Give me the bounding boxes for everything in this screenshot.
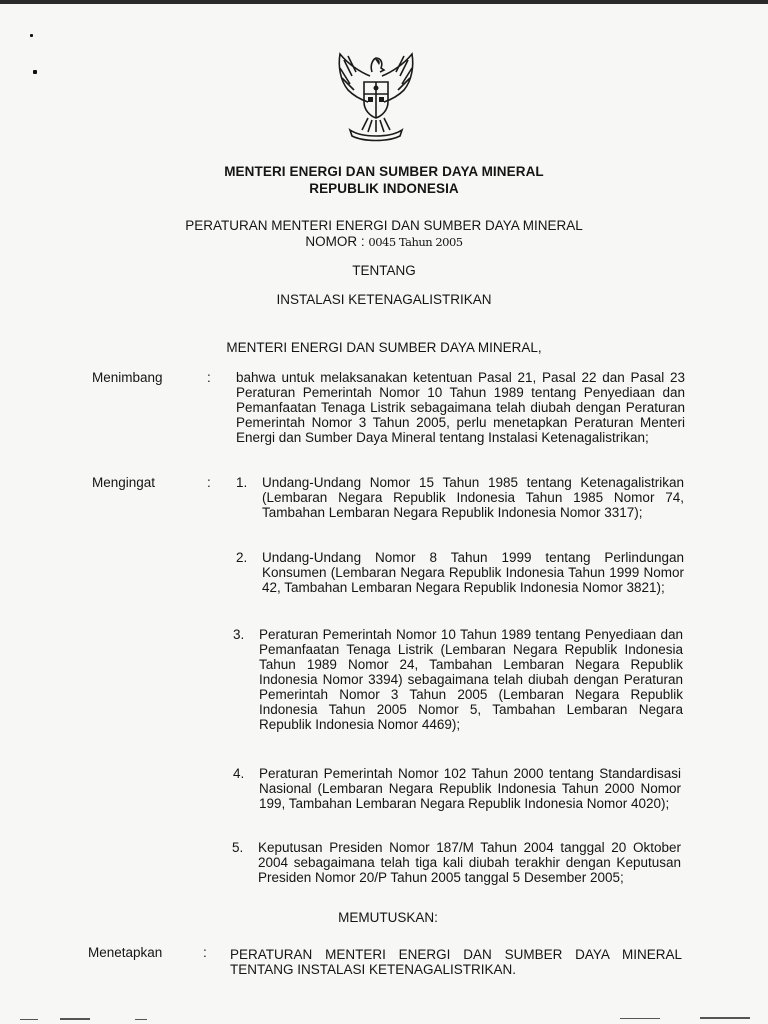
tentang-heading: TENTANG bbox=[352, 263, 416, 278]
menetapkan-label: Menetapkan bbox=[88, 945, 163, 960]
minister-heading: MENTERI ENERGI DAN SUMBER DAYA MINERAL, bbox=[226, 340, 542, 355]
mengingat-colon: : bbox=[207, 475, 211, 490]
mengingat-item-text: Peraturan Pemerintah Nomor 102 Tahun 2000 tentang Standardisasi Nasional (Lembaran Negara Republik Indonesia Tahun 2000 Nomor 199, Tambahan Lembaran Negara Republik Indonesia Nomor 4020); bbox=[259, 766, 681, 811]
menetapkan-text: PERATURAN MENTERI ENERGI DAN SUMBER DAYA MINERAL TENTANG INSTALASI KETENAGALISTRIKAN. bbox=[230, 947, 682, 977]
mengingat-item-text: Peraturan Pemerintah Nomor 10 Tahun 1989 tentang Penyediaan dan Pemanfaatan Tenaga Listrik (Lembaran Negara Republik Indonesia Tahun 1989 Nomor 24, Tambahan Lembaran Negara Republik Indonesia Nomor 3394) sebagaimana telah diubah dengan Peraturan Pemerintah Nomor 3 Tahun 2005 (Lembaran Negara Republik Indonesia Tahun 2005 Nomor 5, Tambahan Lembaran Negara Republik Indonesia Nomor 4469); bbox=[259, 627, 683, 732]
subject-heading: INSTALASI KETENAGALISTRIKAN bbox=[276, 292, 492, 307]
header-republic: REPUBLIK INDONESIA bbox=[309, 181, 459, 196]
mengingat-item-number: 3. bbox=[233, 627, 245, 642]
scan-speck bbox=[33, 70, 37, 74]
mengingat-item-number: 5. bbox=[232, 840, 244, 855]
regulation-number bbox=[0, 234, 768, 249]
scan-top-edge bbox=[0, 0, 768, 4]
menetapkan-colon: : bbox=[203, 945, 207, 960]
menimbang-label: Menimbang bbox=[92, 370, 163, 385]
scan-bottom-noise bbox=[0, 1012, 768, 1024]
mengingat-item-text: Undang-Undang Nomor 8 Tahun 1999 tentang Perlindungan Konsumen (Lembaran Negara Republik Indonesia Tahun 1999 Nomor 42, Tambahan Lembaran Negara Republik Indonesia Nomor 3821); bbox=[262, 550, 684, 595]
mengingat-item-text: Undang-Undang Nomor 15 Tahun 1985 tentang Ketenagalistrikan (Lembaran Negara Republik Indonesia Tahun 1985 Nomor 74, Tambahan Lembaran Negara Republik Indonesia Nomor 3317); bbox=[262, 475, 684, 520]
menimbang-colon: : bbox=[207, 370, 211, 385]
mengingat-item-number: 1. bbox=[236, 475, 248, 490]
nomor-label: NOMOR : bbox=[305, 234, 365, 249]
regulation-title: PERATURAN MENTERI ENERGI DAN SUMBER DAYA MINERAL bbox=[185, 218, 583, 233]
nomor-value: 0045 Tahun 2005 bbox=[368, 235, 463, 249]
garuda-emblem-icon bbox=[326, 46, 426, 146]
mengingat-item-text: Keputusan Presiden Nomor 187/M Tahun 2004 tanggal 20 Oktober 2004 sebagaimana telah tiga kali diubah terakhir dengan Keputusan Presiden Nomor 20/P Tahun 2005 tanggal 5 Desember 2005; bbox=[258, 840, 681, 885]
mengingat-item-number: 2. bbox=[236, 550, 248, 565]
header-ministry: MENTERI ENERGI DAN SUMBER DAYA MINERAL bbox=[224, 164, 544, 179]
scan-speck bbox=[30, 34, 33, 37]
menimbang-text: bahwa untuk melaksanakan ketentuan Pasal 21, Pasal 22 dan Pasal 23 Peraturan Pemerintah Nomor 10 Tahun 1989 tentang Penyediaan dan Pemanfaatan Tenaga Listrik sebagaimana telah diubah dengan Peraturan Pemerintah Nomor 3 Tahun 2005, perlu menetapkan Peraturan Menteri Energi dan Sumber Daya Mineral tentang Instalasi Ketenagalistrikan; bbox=[236, 370, 685, 445]
mengingat-label: Mengingat bbox=[92, 475, 156, 490]
memutuskan-heading: MEMUTUSKAN: bbox=[338, 910, 438, 925]
mengingat-item-number: 4. bbox=[233, 766, 245, 781]
